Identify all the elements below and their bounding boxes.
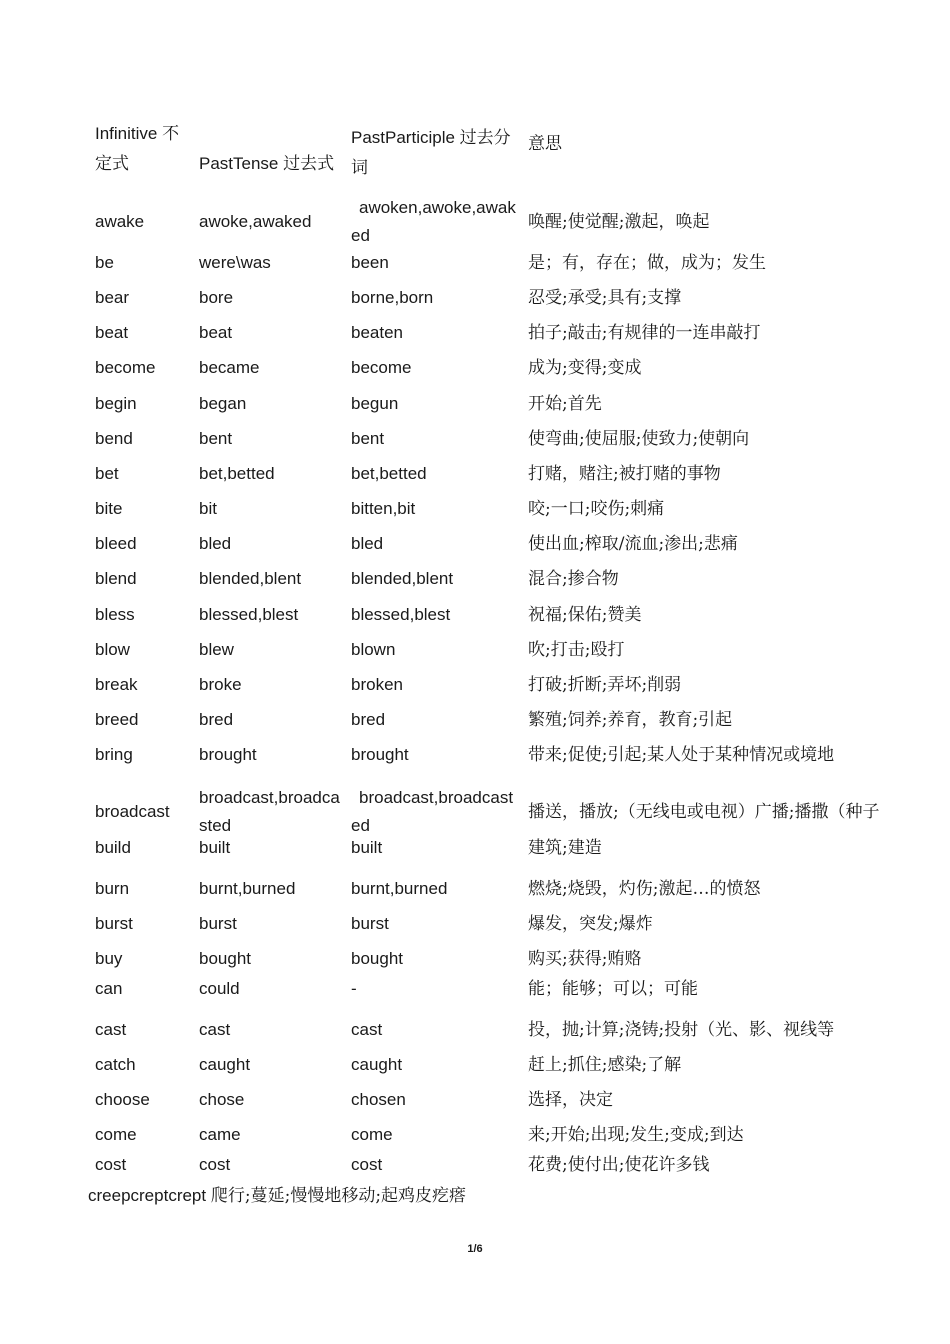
cell-meaning: 来;开始;出现;发生;变成;到达: [528, 1125, 744, 1145]
cell-infinitive: bring: [95, 745, 133, 764]
cell-past-participle: cost: [351, 1155, 383, 1174]
cell-past-tense: cast: [199, 1020, 231, 1039]
cell-meaning: 咬;一口;咬伤;刺痛: [528, 499, 665, 519]
cell-infinitive: bear: [95, 288, 130, 307]
cell-past-participle: bet,betted: [351, 464, 427, 483]
cell-past-participle: been: [351, 253, 389, 272]
last-line-meaning: 爬行;蔓延;慢慢地移动;起鸡皮疙瘩: [210, 1186, 467, 1206]
cell-meaning: 唤醒;使觉醒;激起，唤起: [528, 212, 710, 232]
cell-infinitive: awake: [95, 212, 145, 231]
cell-past-participle: bought: [351, 949, 403, 968]
cell-meaning: 燃烧;烧毁，灼伤;激起…的愤怒: [528, 879, 761, 899]
cell-past-tense: bled: [199, 534, 232, 553]
cell-infinitive: beat: [95, 323, 129, 342]
cell-past-tense: were\was: [199, 253, 271, 272]
cell-past-participle: borne,born: [351, 288, 434, 307]
cell-past-participle: brought: [351, 745, 409, 764]
cell-past-participle: blown: [351, 640, 396, 659]
cell-past-tense: bet,betted: [199, 464, 275, 483]
cell-past-tense: burnt,burned: [199, 879, 296, 898]
cell-past-participle: bent: [351, 429, 385, 448]
cell-meaning: 打赌，赌注;被打赌的事物: [528, 464, 721, 484]
cell-infinitive: blend: [95, 569, 137, 588]
cell-infinitive: bend: [95, 429, 133, 448]
page-number: 1/6: [467, 1243, 483, 1255]
cell-meaning: 花费;使付出;使花许多钱: [528, 1155, 710, 1175]
cell-past-tense: blessed,blest: [199, 605, 299, 624]
cell-meaning: 建筑;建造: [528, 838, 602, 858]
cell-infinitive: can: [95, 979, 123, 998]
cell-past-tense: bred: [199, 710, 234, 729]
cell-meaning: 爆发，突发;爆炸: [528, 914, 653, 934]
cell-past-tense: came: [199, 1125, 241, 1144]
cell-past-tense: burst: [199, 914, 237, 933]
cell-infinitive: bet: [95, 464, 119, 483]
cell-past-participle: built: [351, 838, 383, 857]
cell-past-tense: chose: [199, 1090, 245, 1109]
cell-past-participle: bred: [351, 710, 386, 729]
header-past-participle: PastParticiple 过去分词: [351, 128, 511, 177]
cell-past-tense: beat: [199, 323, 233, 342]
cell-infinitive: bite: [95, 499, 123, 518]
cell-past-tense: bought: [199, 949, 251, 968]
cell-past-tense: blew: [199, 640, 234, 659]
cell-meaning: 使弯曲;使屈服;使致力;使朝向: [528, 429, 750, 449]
table-header: [0, 119, 950, 179]
cell-past-participle: burnt,burned: [351, 879, 448, 898]
cell-past-tense: awoke,awaked: [199, 212, 312, 231]
cell-past-participle: broken: [351, 675, 403, 694]
cell-past-participle: caught: [351, 1055, 403, 1074]
cell-infinitive: burst: [95, 914, 133, 933]
cell-meaning: 能；能够；可以；可能: [528, 979, 698, 999]
cell-infinitive: come: [95, 1125, 137, 1144]
cell-infinitive: breed: [95, 710, 139, 729]
cell-infinitive: break: [95, 675, 138, 694]
cell-infinitive: broadcast: [95, 802, 170, 821]
cell-meaning: 使出血;榨取/流血;渗出;悲痛: [528, 534, 738, 554]
header-past-tense: PastTense 过去式: [199, 154, 335, 173]
cell-meaning: 打破;折断;弄坏;削弱: [528, 675, 682, 695]
cell-meaning: 选择，决定: [528, 1090, 613, 1110]
cell-past-tense: could: [199, 979, 240, 998]
cell-past-tense: bent: [199, 429, 233, 448]
cell-past-participle: begun: [351, 394, 399, 413]
cell-infinitive: cast: [95, 1020, 127, 1039]
header-meaning: 意思: [528, 134, 562, 154]
cell-infinitive: buy: [95, 949, 123, 968]
cell-meaning: 吹;打击;殴打: [528, 640, 625, 660]
cell-infinitive: begin: [95, 394, 137, 413]
cell-infinitive: cost: [95, 1155, 127, 1174]
cell-past-tense: broadcast,broadcasted: [199, 788, 340, 835]
cell-past-tense: bit: [199, 499, 217, 518]
cell-infinitive: be: [95, 253, 114, 272]
cell-infinitive: blow: [95, 640, 130, 659]
cell-past-participle: chosen: [351, 1090, 406, 1109]
cell-past-tense: built: [199, 838, 231, 857]
last-line-words: creepcreptcrept: [88, 1186, 207, 1205]
cell-meaning: 混合;掺合物: [528, 569, 619, 589]
cell-infinitive: bless: [95, 605, 135, 624]
cell-infinitive: choose: [95, 1090, 150, 1109]
cell-past-participle: blessed,blest: [351, 605, 451, 624]
cell-meaning: 忍受;承受;具有;支撑: [528, 288, 682, 308]
cell-past-tense: blended,blent: [199, 569, 302, 588]
cell-past-tense: became: [199, 358, 260, 377]
cell-infinitive: catch: [95, 1055, 136, 1074]
cell-past-tense: began: [199, 394, 247, 413]
cell-meaning: 赶上;抓住;感染;了解: [528, 1055, 682, 1075]
cell-past-tense: broke: [199, 675, 242, 694]
cell-past-participle: awoken,awoke,awaked: [351, 198, 516, 245]
cell-meaning: 祝福;保佑;赞美: [528, 605, 642, 625]
cell-meaning: 成为;变得;变成: [528, 358, 642, 378]
header-infinitive: Infinitive 不定式: [95, 124, 180, 173]
cell-past-tense: bore: [199, 288, 234, 307]
cell-past-participle: cast: [351, 1020, 383, 1039]
cell-infinitive: build: [95, 838, 131, 857]
cell-past-participle: blended,blent: [351, 569, 454, 588]
cell-past-participle: -: [351, 979, 357, 998]
cell-meaning: 是；有，存在；做，成为；发生: [528, 253, 766, 273]
cell-past-participle: broadcast,broadcasted: [351, 788, 514, 835]
cell-infinitive: burn: [95, 879, 130, 898]
cell-past-participle: come: [351, 1125, 393, 1144]
cell-past-participle: beaten: [351, 323, 403, 342]
cell-past-tense: caught: [199, 1055, 251, 1074]
cell-past-tense: cost: [199, 1155, 231, 1174]
cell-meaning: 拍子;敲击;有规律的一连串敲打: [528, 323, 761, 343]
cell-past-participle: become: [351, 358, 412, 377]
cell-past-participle: burst: [351, 914, 389, 933]
cell-past-participle: bitten,bit: [351, 499, 416, 518]
cell-meaning: 开始;首先: [528, 394, 602, 414]
cell-meaning: 购买;获得;贿赂: [528, 949, 642, 969]
cell-infinitive: bleed: [95, 534, 137, 553]
last-line: [88, 1182, 466, 1210]
cell-meaning: 播送，播放;（无线电或电视）广播;播撒（种子: [528, 802, 880, 822]
cell-meaning: 投，抛;计算;浇铸;投射（光、影、视线等: [528, 1020, 835, 1040]
cell-infinitive: become: [95, 358, 156, 377]
cell-meaning: 繁殖;饲养;养育，教育;引起: [528, 710, 733, 730]
cell-meaning: 带来;促使;引起;某人处于某种情况或境地: [528, 745, 835, 765]
cell-past-participle: bled: [351, 534, 384, 553]
cell-past-tense: brought: [199, 745, 257, 764]
